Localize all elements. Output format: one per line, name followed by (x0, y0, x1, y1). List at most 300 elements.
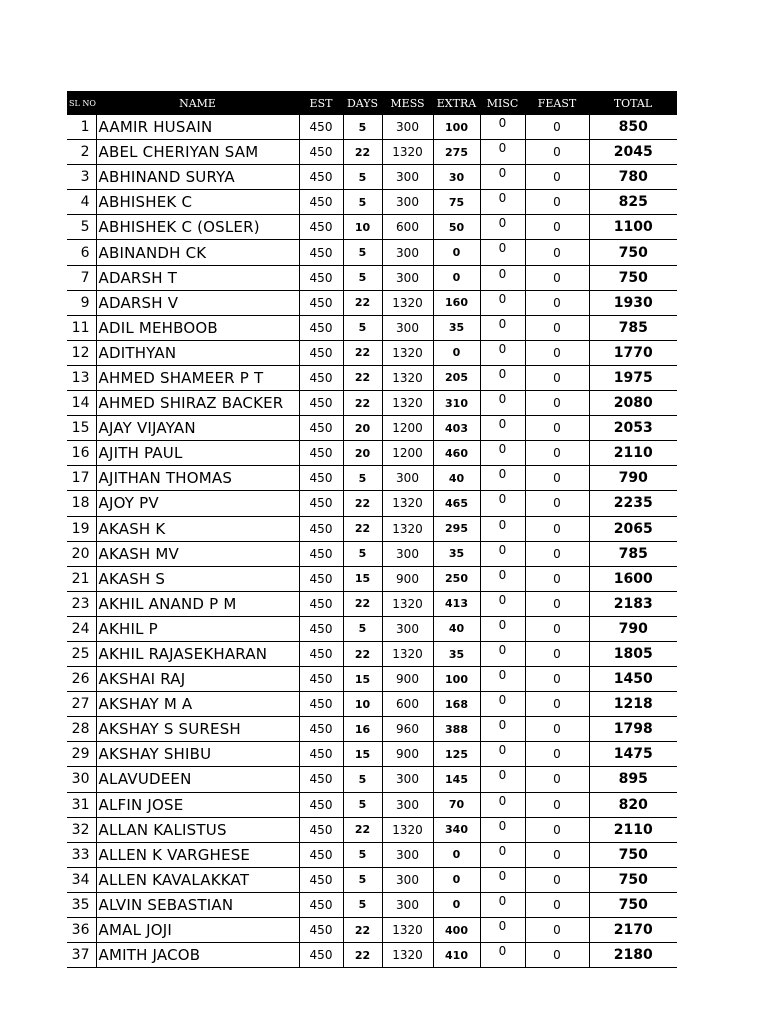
cell-name: ADARSH T (96, 265, 299, 290)
cell-name: ADARSH V (96, 290, 299, 315)
cell-misc: 0 (480, 792, 525, 817)
cell-misc: 0 (480, 265, 525, 290)
cell-misc: 0 (480, 892, 525, 917)
cell-est: 450 (299, 140, 343, 165)
cell-extra: 465 (433, 491, 480, 516)
cell-mess: 1320 (382, 290, 433, 315)
cell-days: 5 (343, 892, 382, 917)
cell-extra: 310 (433, 391, 480, 416)
cell-days: 22 (343, 641, 382, 666)
table-row (67, 315, 677, 340)
table-row (67, 466, 677, 491)
cell-sl-no: 16 (67, 441, 96, 466)
cell-days: 22 (343, 943, 382, 968)
cell-est: 450 (299, 817, 343, 842)
cell-name: AHMED SHAMEER P T (96, 365, 299, 390)
table-row (67, 817, 677, 842)
cell-misc: 0 (480, 867, 525, 892)
cell-misc: 0 (480, 466, 525, 491)
cell-feast: 0 (525, 240, 589, 265)
cell-feast: 0 (525, 692, 589, 717)
cell-total: 1770 (589, 340, 677, 365)
cell-feast: 0 (525, 115, 589, 140)
cell-mess: 300 (382, 616, 433, 641)
cell-total: 1930 (589, 290, 677, 315)
cell-days: 22 (343, 491, 382, 516)
cell-extra: 40 (433, 466, 480, 491)
table-row (67, 240, 677, 265)
cell-total: 850 (589, 115, 677, 140)
table-row (67, 717, 677, 742)
cell-misc: 0 (480, 641, 525, 666)
cell-feast: 0 (525, 466, 589, 491)
mess-bill-table (67, 91, 677, 968)
cell-mess: 1320 (382, 491, 433, 516)
cell-est: 450 (299, 918, 343, 943)
cell-name: AMAL JOJI (96, 918, 299, 943)
cell-mess: 300 (382, 541, 433, 566)
cell-total: 2183 (589, 591, 677, 616)
cell-days: 5 (343, 466, 382, 491)
cell-feast: 0 (525, 441, 589, 466)
cell-total: 750 (589, 842, 677, 867)
cell-extra: 413 (433, 591, 480, 616)
cell-mess: 300 (382, 842, 433, 867)
cell-days: 5 (343, 265, 382, 290)
cell-est: 450 (299, 616, 343, 641)
cell-days: 5 (343, 165, 382, 190)
cell-est: 450 (299, 792, 343, 817)
cell-misc: 0 (480, 566, 525, 591)
table-row (67, 165, 677, 190)
cell-days: 15 (343, 667, 382, 692)
cell-est: 450 (299, 491, 343, 516)
cell-total: 750 (589, 240, 677, 265)
cell-extra: 388 (433, 717, 480, 742)
cell-total: 2180 (589, 943, 677, 968)
cell-sl-no: 35 (67, 892, 96, 917)
cell-total: 750 (589, 867, 677, 892)
cell-sl-no: 20 (67, 541, 96, 566)
cell-sl-no: 28 (67, 717, 96, 742)
cell-days: 22 (343, 340, 382, 365)
cell-name: ALLEN K VARGHESE (96, 842, 299, 867)
cell-est: 450 (299, 892, 343, 917)
cell-total: 2235 (589, 491, 677, 516)
cell-total: 1100 (589, 215, 677, 240)
cell-name: AKSHAY S SURESH (96, 717, 299, 742)
cell-sl-no: 14 (67, 391, 96, 416)
cell-extra: 275 (433, 140, 480, 165)
cell-feast: 0 (525, 290, 589, 315)
cell-total: 790 (589, 616, 677, 641)
table-row (67, 641, 677, 666)
table-row (67, 842, 677, 867)
cell-total: 1600 (589, 566, 677, 591)
cell-misc: 0 (480, 918, 525, 943)
cell-extra: 460 (433, 441, 480, 466)
table-row (67, 616, 677, 641)
cell-misc: 0 (480, 441, 525, 466)
cell-feast: 0 (525, 516, 589, 541)
cell-total: 785 (589, 315, 677, 340)
cell-mess: 900 (382, 667, 433, 692)
cell-feast: 0 (525, 918, 589, 943)
cell-misc: 0 (480, 717, 525, 742)
cell-est: 450 (299, 867, 343, 892)
cell-est: 450 (299, 667, 343, 692)
cell-feast: 0 (525, 667, 589, 692)
cell-est: 450 (299, 190, 343, 215)
cell-est: 450 (299, 165, 343, 190)
cell-sl-no: 24 (67, 616, 96, 641)
cell-mess: 300 (382, 265, 433, 290)
cell-extra: 340 (433, 817, 480, 842)
cell-feast: 0 (525, 616, 589, 641)
cell-feast: 0 (525, 541, 589, 566)
cell-mess: 1320 (382, 340, 433, 365)
table-row (67, 892, 677, 917)
cell-days: 5 (343, 842, 382, 867)
cell-misc: 0 (480, 416, 525, 441)
cell-name: ALVIN SEBASTIAN (96, 892, 299, 917)
cell-est: 450 (299, 441, 343, 466)
cell-misc: 0 (480, 391, 525, 416)
cell-misc: 0 (480, 365, 525, 390)
cell-total: 2045 (589, 140, 677, 165)
cell-total: 2110 (589, 817, 677, 842)
cell-feast: 0 (525, 842, 589, 867)
cell-total: 820 (589, 792, 677, 817)
cell-days: 22 (343, 516, 382, 541)
cell-mess: 300 (382, 466, 433, 491)
cell-sl-no: 13 (67, 365, 96, 390)
table-row (67, 340, 677, 365)
cell-extra: 35 (433, 315, 480, 340)
cell-name: AKASH K (96, 516, 299, 541)
cell-est: 450 (299, 265, 343, 290)
cell-misc: 0 (480, 215, 525, 240)
cell-sl-no: 29 (67, 742, 96, 767)
cell-misc: 0 (480, 140, 525, 165)
cell-name: AAMIR HUSAIN (96, 115, 299, 140)
cell-total: 750 (589, 265, 677, 290)
cell-feast: 0 (525, 792, 589, 817)
cell-extra: 295 (433, 516, 480, 541)
cell-days: 15 (343, 742, 382, 767)
cell-days: 5 (343, 792, 382, 817)
cell-total: 1805 (589, 641, 677, 666)
cell-sl-no: 11 (67, 315, 96, 340)
cell-total: 790 (589, 466, 677, 491)
table-row (67, 416, 677, 441)
cell-sl-no: 9 (67, 290, 96, 315)
cell-total: 2065 (589, 516, 677, 541)
cell-feast: 0 (525, 265, 589, 290)
cell-mess: 1320 (382, 391, 433, 416)
cell-est: 450 (299, 842, 343, 867)
cell-misc: 0 (480, 340, 525, 365)
cell-name: AKHIL ANAND P M (96, 591, 299, 616)
cell-misc: 0 (480, 541, 525, 566)
cell-total: 2110 (589, 441, 677, 466)
cell-name: AKHIL RAJASEKHARAN (96, 641, 299, 666)
cell-sl-no: 2 (67, 140, 96, 165)
cell-name: AKSHAY M A (96, 692, 299, 717)
cell-name: ALLEN KAVALAKKAT (96, 867, 299, 892)
cell-est: 450 (299, 516, 343, 541)
cell-days: 22 (343, 591, 382, 616)
cell-est: 450 (299, 943, 343, 968)
cell-est: 450 (299, 290, 343, 315)
cell-extra: 410 (433, 943, 480, 968)
cell-name: ABEL CHERIYAN SAM (96, 140, 299, 165)
cell-misc: 0 (480, 591, 525, 616)
cell-sl-no: 37 (67, 943, 96, 968)
header-row (67, 91, 677, 115)
cell-name: ALFIN JOSE (96, 792, 299, 817)
cell-extra: 100 (433, 667, 480, 692)
cell-sl-no: 31 (67, 792, 96, 817)
cell-mess: 300 (382, 315, 433, 340)
cell-extra: 160 (433, 290, 480, 315)
cell-misc: 0 (480, 315, 525, 340)
table-row (67, 190, 677, 215)
cell-days: 22 (343, 365, 382, 390)
cell-feast: 0 (525, 591, 589, 616)
cell-name: AKSHAI RAJ (96, 667, 299, 692)
cell-mess: 600 (382, 692, 433, 717)
cell-sl-no: 32 (67, 817, 96, 842)
table-row (67, 591, 677, 616)
cell-extra: 250 (433, 566, 480, 591)
cell-days: 22 (343, 918, 382, 943)
cell-mess: 1320 (382, 918, 433, 943)
cell-days: 22 (343, 290, 382, 315)
cell-total: 780 (589, 165, 677, 190)
cell-feast: 0 (525, 391, 589, 416)
cell-total: 785 (589, 541, 677, 566)
cell-mess: 1320 (382, 365, 433, 390)
cell-days: 10 (343, 692, 382, 717)
cell-name: ABHISHEK C (96, 190, 299, 215)
cell-extra: 0 (433, 867, 480, 892)
table-row (67, 290, 677, 315)
cell-extra: 40 (433, 616, 480, 641)
cell-sl-no: 33 (67, 842, 96, 867)
cell-feast: 0 (525, 140, 589, 165)
cell-sl-no: 15 (67, 416, 96, 441)
cell-mess: 1200 (382, 441, 433, 466)
cell-extra: 75 (433, 190, 480, 215)
cell-mess: 300 (382, 792, 433, 817)
cell-name: ADIL MEHBOOB (96, 315, 299, 340)
cell-mess: 600 (382, 215, 433, 240)
cell-days: 5 (343, 240, 382, 265)
cell-sl-no: 19 (67, 516, 96, 541)
cell-mess: 1320 (382, 817, 433, 842)
table-row (67, 566, 677, 591)
cell-est: 450 (299, 767, 343, 792)
cell-name: AKSHAY SHIBU (96, 742, 299, 767)
cell-est: 450 (299, 416, 343, 441)
cell-feast: 0 (525, 767, 589, 792)
header-days: DAYS (343, 91, 382, 115)
cell-misc: 0 (480, 115, 525, 140)
cell-name: AJOY PV (96, 491, 299, 516)
cell-mess: 1320 (382, 591, 433, 616)
table-row (67, 792, 677, 817)
cell-feast: 0 (525, 717, 589, 742)
cell-days: 5 (343, 315, 382, 340)
cell-feast: 0 (525, 416, 589, 441)
table-row (67, 918, 677, 943)
cell-total: 1475 (589, 742, 677, 767)
cell-extra: 50 (433, 215, 480, 240)
cell-total: 2053 (589, 416, 677, 441)
cell-sl-no: 1 (67, 115, 96, 140)
mess-bill-sheet (67, 91, 677, 968)
cell-feast: 0 (525, 215, 589, 240)
cell-total: 895 (589, 767, 677, 792)
cell-extra: 35 (433, 641, 480, 666)
cell-est: 450 (299, 742, 343, 767)
table-row (67, 516, 677, 541)
cell-sl-no: 5 (67, 215, 96, 240)
cell-sl-no: 6 (67, 240, 96, 265)
cell-sl-no: 23 (67, 591, 96, 616)
cell-extra: 0 (433, 340, 480, 365)
cell-mess: 1200 (382, 416, 433, 441)
cell-days: 22 (343, 817, 382, 842)
cell-feast: 0 (525, 491, 589, 516)
cell-sl-no: 30 (67, 767, 96, 792)
cell-est: 450 (299, 115, 343, 140)
cell-mess: 300 (382, 115, 433, 140)
cell-feast: 0 (525, 641, 589, 666)
cell-days: 5 (343, 541, 382, 566)
cell-days: 5 (343, 767, 382, 792)
cell-name: AHMED SHIRAZ BACKER (96, 391, 299, 416)
cell-days: 15 (343, 566, 382, 591)
cell-feast: 0 (525, 867, 589, 892)
cell-sl-no: 12 (67, 340, 96, 365)
cell-misc: 0 (480, 516, 525, 541)
cell-feast: 0 (525, 817, 589, 842)
cell-feast: 0 (525, 365, 589, 390)
table-row (67, 692, 677, 717)
cell-days: 22 (343, 140, 382, 165)
cell-extra: 125 (433, 742, 480, 767)
cell-total: 1798 (589, 717, 677, 742)
table-row (67, 441, 677, 466)
cell-est: 450 (299, 391, 343, 416)
cell-sl-no: 7 (67, 265, 96, 290)
cell-mess: 300 (382, 190, 433, 215)
cell-misc: 0 (480, 240, 525, 265)
table-row (67, 943, 677, 968)
cell-name: AJITH PAUL (96, 441, 299, 466)
cell-name: AKHIL P (96, 616, 299, 641)
cell-total: 1218 (589, 692, 677, 717)
cell-name: AKASH MV (96, 541, 299, 566)
cell-mess: 1320 (382, 140, 433, 165)
table-row (67, 541, 677, 566)
cell-extra: 70 (433, 792, 480, 817)
cell-misc: 0 (480, 692, 525, 717)
cell-total: 825 (589, 190, 677, 215)
header-sl-no: SL NO (67, 91, 96, 115)
header-total: TOTAL (589, 91, 677, 115)
table-header (67, 91, 677, 115)
table-row (67, 867, 677, 892)
cell-feast: 0 (525, 315, 589, 340)
cell-misc: 0 (480, 943, 525, 968)
cell-est: 450 (299, 466, 343, 491)
cell-mess: 960 (382, 717, 433, 742)
cell-sl-no: 21 (67, 566, 96, 591)
cell-sl-no: 34 (67, 867, 96, 892)
cell-mess: 300 (382, 767, 433, 792)
header-name: NAME (96, 91, 299, 115)
cell-extra: 145 (433, 767, 480, 792)
cell-name: AJITHAN THOMAS (96, 466, 299, 491)
cell-days: 5 (343, 115, 382, 140)
cell-mess: 300 (382, 867, 433, 892)
cell-days: 5 (343, 616, 382, 641)
cell-est: 450 (299, 692, 343, 717)
table-row (67, 391, 677, 416)
cell-name: AJAY VIJAYAN (96, 416, 299, 441)
cell-sl-no: 27 (67, 692, 96, 717)
header-extra: EXTRA (433, 91, 480, 115)
cell-feast: 0 (525, 566, 589, 591)
cell-misc: 0 (480, 817, 525, 842)
cell-days: 20 (343, 416, 382, 441)
cell-extra: 168 (433, 692, 480, 717)
cell-feast: 0 (525, 340, 589, 365)
cell-name: ABHISHEK C (OSLER) (96, 215, 299, 240)
cell-name: ALLAN KALISTUS (96, 817, 299, 842)
cell-est: 450 (299, 240, 343, 265)
cell-days: 5 (343, 867, 382, 892)
cell-misc: 0 (480, 767, 525, 792)
cell-est: 450 (299, 541, 343, 566)
cell-total: 750 (589, 892, 677, 917)
cell-feast: 0 (525, 742, 589, 767)
cell-misc: 0 (480, 842, 525, 867)
cell-name: ABINANDH CK (96, 240, 299, 265)
cell-mess: 900 (382, 566, 433, 591)
cell-feast: 0 (525, 892, 589, 917)
cell-total: 1450 (589, 667, 677, 692)
cell-days: 10 (343, 215, 382, 240)
cell-extra: 100 (433, 115, 480, 140)
cell-misc: 0 (480, 290, 525, 315)
cell-name: AKASH S (96, 566, 299, 591)
table-row (67, 140, 677, 165)
cell-name: ABHINAND SURYA (96, 165, 299, 190)
cell-extra: 403 (433, 416, 480, 441)
cell-total: 2170 (589, 918, 677, 943)
cell-extra: 35 (433, 541, 480, 566)
header-est: EST (299, 91, 343, 115)
cell-mess: 1320 (382, 516, 433, 541)
cell-sl-no: 4 (67, 190, 96, 215)
cell-feast: 0 (525, 943, 589, 968)
cell-sl-no: 36 (67, 918, 96, 943)
table-body (67, 115, 677, 968)
